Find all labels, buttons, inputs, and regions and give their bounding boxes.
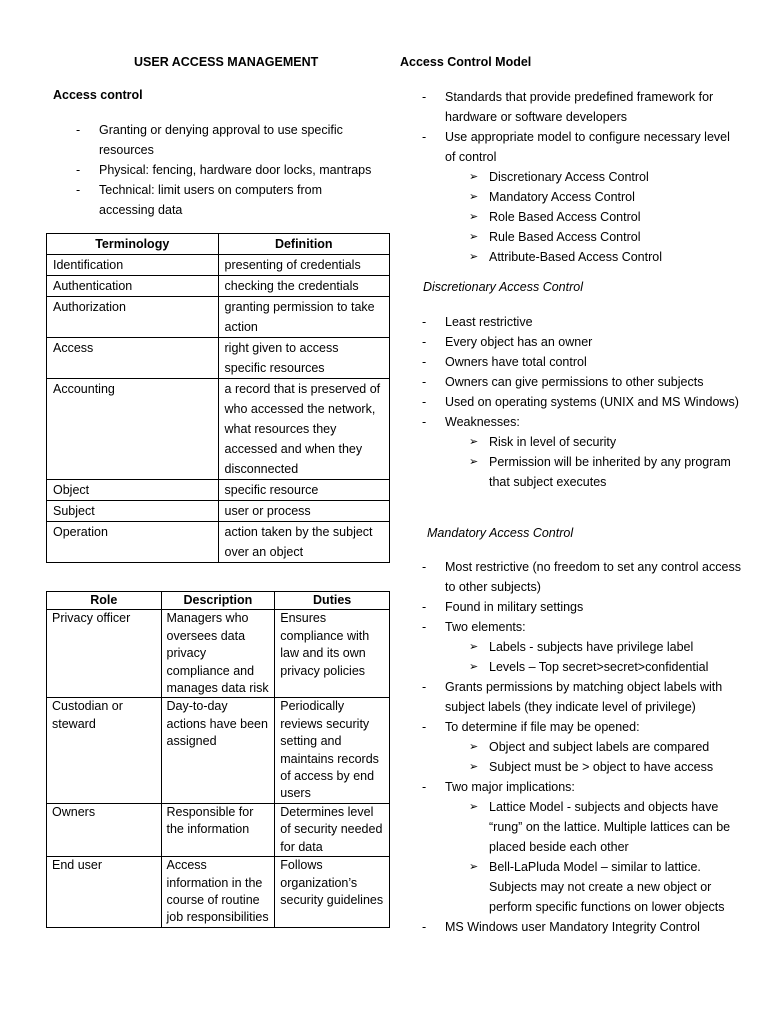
list-item	[420, 127, 740, 267]
list-item: - Used on operating systems (UNIX and MS Windows)	[420, 392, 740, 412]
table-row	[47, 379, 390, 480]
column-header: Terminology	[47, 234, 219, 255]
list-item: - Owners have total control	[420, 352, 740, 372]
list-item: - Standards that provide predefined framework for hardware or software developers	[420, 87, 740, 127]
roles-table	[46, 591, 390, 928]
table-header-row	[47, 234, 390, 255]
table-cell: Access	[47, 338, 219, 379]
page-title: USER ACCESS MANAGEMENT	[134, 55, 319, 69]
sub-item: ➢ Bell-LaPluda Model – similar to lattice. Subjects may not create a new object or perform specific functions on lower objects	[467, 857, 742, 917]
table-cell: specific resource	[218, 480, 389, 501]
sub-item: ➢ Discretionary Access Control	[467, 167, 740, 187]
list-item: - Physical: fencing, hardware door locks, mantraps	[74, 160, 374, 180]
access-control-heading: Access control	[53, 88, 143, 102]
table-cell: Subject	[47, 501, 219, 522]
table-cell: action taken by the subject over an object	[218, 522, 389, 563]
sub-item: ➢ Rule Based Access Control	[467, 227, 740, 247]
determine-sublist	[445, 737, 742, 777]
column-header: Description	[161, 592, 275, 610]
table-row	[47, 255, 390, 276]
list-item: - Technical: limit users on computers from accessing data	[74, 180, 374, 220]
table-cell: Object	[47, 480, 219, 501]
table-cell: Periodically reviews security setting and maintains records of access by end users	[275, 698, 390, 803]
sub-item: ➢ Levels – Top secret>secret>confidential	[467, 657, 742, 677]
list-item: - Owners can give permissions to other subjects	[420, 372, 740, 392]
table-cell: Operation	[47, 522, 219, 563]
table-cell: End user	[47, 857, 162, 928]
table-header-row	[47, 592, 390, 610]
list-item-text: To determine if file may be opened:	[445, 720, 640, 734]
table-cell: a record that is preserved of who accessed the network, what resources they accessed and when they disconnected	[218, 379, 389, 480]
table-cell: Ensures compliance with law and its own privacy policies	[275, 610, 390, 698]
access-control-list	[74, 120, 374, 220]
terminology-table	[46, 233, 390, 563]
elements-sublist	[445, 637, 742, 677]
table-row	[47, 276, 390, 297]
model-sublist	[445, 167, 740, 267]
table-row	[47, 480, 390, 501]
list-item: - Found in military settings	[420, 597, 742, 617]
table-row	[47, 803, 390, 856]
table-row	[47, 610, 390, 698]
table-cell: Managers who oversees data privacy compliance and manages data risk	[161, 610, 275, 698]
sub-item: ➢ Risk in level of security	[467, 432, 740, 452]
sub-item: ➢ Labels - subjects have privilege label	[467, 637, 742, 657]
table-cell: Accounting	[47, 379, 219, 480]
table-row	[47, 297, 390, 338]
table-cell: Privacy officer	[47, 610, 162, 698]
list-item-text: Use appropriate model to configure necessary level of control	[445, 130, 730, 164]
sub-item: ➢ Role Based Access Control	[467, 207, 740, 227]
table-row	[47, 501, 390, 522]
table-cell: Authorization	[47, 297, 219, 338]
sub-item: ➢ Permission will be inherited by any program that subject executes	[467, 452, 740, 492]
table-cell: Owners	[47, 803, 162, 856]
table-cell: Identification	[47, 255, 219, 276]
table-row	[47, 522, 390, 563]
list-item	[420, 717, 742, 777]
list-item: - Granting or denying approval to use specific resources	[74, 120, 374, 160]
list-item-text: Two major implications:	[445, 780, 575, 794]
table-row	[47, 338, 390, 379]
list-item	[420, 777, 742, 917]
list-item	[420, 412, 740, 492]
sub-item: ➢ Attribute-Based Access Control	[467, 247, 740, 267]
sub-item: ➢ Object and subject labels are compared	[467, 737, 742, 757]
table-cell: presenting of credentials	[218, 255, 389, 276]
sub-item: ➢ Lattice Model - subjects and objects have “rung” on the lattice. Multiple lattices can be placed beside each other	[467, 797, 742, 857]
access-control-model-title: Access Control Model	[400, 55, 532, 69]
list-item: - Every object has an owner	[420, 332, 740, 352]
table-cell: Day-to-day actions have been assigned	[161, 698, 275, 803]
sub-item: ➢ Mandatory Access Control	[467, 187, 740, 207]
dac-heading: Discretionary Access Control	[423, 280, 584, 294]
weakness-sublist	[445, 432, 740, 492]
list-item-text: Weaknesses:	[445, 415, 520, 429]
table-cell: right given to access specific resources	[218, 338, 389, 379]
column-header: Duties	[275, 592, 390, 610]
list-item: - Most restrictive (no freedom to set any control access to other subjects)	[420, 557, 742, 597]
table-row	[47, 857, 390, 928]
table-cell: Custodian or steward	[47, 698, 162, 803]
list-item: - Least restrictive	[420, 312, 740, 332]
table-cell: Authentication	[47, 276, 219, 297]
list-item: - Grants permissions by matching object labels with subject labels (they indicate level of privilege)	[420, 677, 742, 717]
implications-sublist	[445, 797, 742, 917]
table-row	[47, 698, 390, 803]
list-item-text: Two elements:	[445, 620, 526, 634]
table-cell: checking the credentials	[218, 276, 389, 297]
list-item	[420, 617, 742, 677]
table-cell: Follows organization’s security guidelines	[275, 857, 390, 928]
table-cell: Responsible for the information	[161, 803, 275, 856]
table-cell: user or process	[218, 501, 389, 522]
table-cell: granting permission to take action	[218, 297, 389, 338]
mac-list	[420, 557, 742, 937]
mac-heading: Mandatory Access Control	[427, 526, 574, 540]
dac-list	[420, 312, 740, 492]
list-item: - MS Windows user Mandatory Integrity Control	[420, 917, 742, 937]
model-intro-list	[420, 87, 740, 267]
sub-item: ➢ Subject must be > object to have access	[467, 757, 742, 777]
table-cell: Determines level of security needed for data	[275, 803, 390, 856]
column-header: Role	[47, 592, 162, 610]
table-cell: Access information in the course of routine job responsibilities	[161, 857, 275, 928]
column-header: Definition	[218, 234, 389, 255]
